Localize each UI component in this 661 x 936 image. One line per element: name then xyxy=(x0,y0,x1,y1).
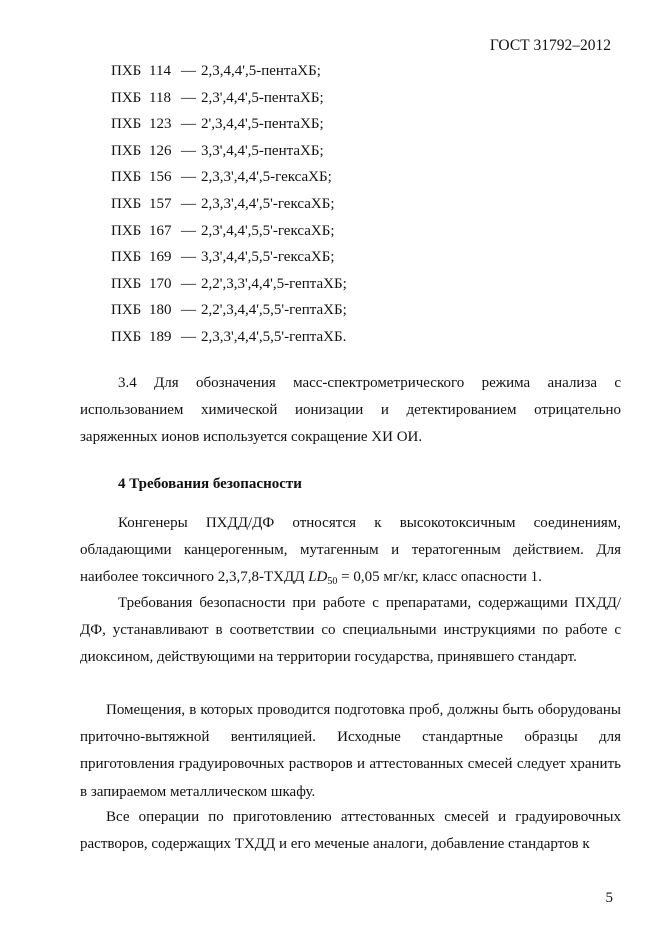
pcb-prefix: ПХБ xyxy=(111,142,142,159)
pcb-list-item xyxy=(111,324,347,351)
pcb-number: 118 xyxy=(149,89,171,106)
pcb-dash: — xyxy=(181,63,196,79)
pcb-number: 169 xyxy=(149,249,172,266)
pcb-name: 2,3,3',4,4',5,5'-гептаХБ. xyxy=(201,328,347,345)
section-3-4-paragraph: 3.4 Для обозначения масс-спектрометрического режима анализа с использованием химической ионизации и детектированием отрицательно заряженных ионов используется сокращение ХИ ОИ. xyxy=(80,375,621,446)
safety-paragraph-2: Требования безопасности при работе с препаратами, содержащими ПХДД/ДФ, устанавливают в соответствии со специальными инструкциями по работе с диоксином, действующими на территории государства, принявшего стандарт. xyxy=(80,595,621,666)
pcb-list-item xyxy=(111,191,347,218)
pcb-number: 170 xyxy=(149,275,172,292)
safety-paragraph-4: Все операции по приготовлению аттестованных смесей и градуировочных растворов, содержащих ТХДД и его меченые аналоги, добавление стандартов к xyxy=(80,809,621,853)
pcb-dash: — xyxy=(181,249,196,266)
pcb-prefix: ПХБ xyxy=(111,275,142,292)
pcb-dash: — xyxy=(181,222,196,239)
pcb-list-item xyxy=(111,138,347,165)
section-4-heading: 4 Требования безопасности xyxy=(118,476,302,492)
pcb-list-item xyxy=(111,85,347,112)
pcb-prefix: ПХБ xyxy=(111,195,142,212)
pcb-number: 126 xyxy=(149,142,172,159)
pcb-number: 123 xyxy=(149,116,172,133)
pcb-dash: — xyxy=(181,195,196,212)
pcb-number: 156 xyxy=(149,169,172,186)
pcb-list-item xyxy=(111,244,347,271)
pcb-prefix: ПХБ xyxy=(111,222,142,239)
pcb-prefix: ПХБ xyxy=(111,169,142,186)
pcb-name: 2',3,4,4',5-пентаХБ; xyxy=(201,116,324,133)
pcb-dash: — xyxy=(181,328,196,345)
pcb-congener-list xyxy=(111,58,347,351)
pcb-dash: — xyxy=(181,275,196,292)
safety-paragraph-3: Помещения, в которых проводится подготовка проб, должны быть оборудованы приточно-вытяжной вентиляцией. Исходные стандартные образцы для приготовления градуировочных растворов и аттестованных смесей следует хранить в запираемом металлическом шкафу. xyxy=(80,702,621,800)
page-number: 5 xyxy=(605,890,613,906)
standard-code-header: ГОСТ 31792–2012 xyxy=(489,37,611,54)
pcb-prefix: ПХБ xyxy=(111,328,142,345)
pcb-number: 157 xyxy=(149,195,172,212)
pcb-dash: — xyxy=(181,89,196,106)
safety-paragraph-1 xyxy=(80,510,621,596)
pcb-name: 2,2',3,3',4,4',5-гептаХБ; xyxy=(201,275,347,292)
pcb-prefix: ПХБ xyxy=(111,89,142,106)
pcb-prefix: ПХБ xyxy=(111,116,142,133)
pcb-list-item xyxy=(111,58,347,85)
pcb-prefix: ПХБ xyxy=(111,63,142,79)
pcb-name: 2,2',3,4,4',5,5'-гептаХБ; xyxy=(201,302,347,319)
pcb-name: 3,3',4,4',5,5'-гексаХБ; xyxy=(201,249,335,266)
pcb-dash: — xyxy=(181,302,196,319)
pcb-dash: — xyxy=(181,142,196,159)
pcb-list-item xyxy=(111,164,347,191)
pcb-name: 2,3',4,4',5-пентаХБ; xyxy=(201,89,324,106)
pcb-dash: — xyxy=(181,116,196,133)
safety-paragraph-1-tail: = 0,05 мг/кг, класс опасности 1. xyxy=(337,569,542,586)
ld-symbol: LD xyxy=(308,569,328,586)
pcb-name: 2,3,4,4',5-пентаХБ; xyxy=(201,63,321,79)
pcb-number: 180 xyxy=(149,302,172,319)
pcb-prefix: ПХБ xyxy=(111,249,142,266)
pcb-list-item xyxy=(111,297,347,324)
pcb-number: 167 xyxy=(149,222,172,239)
pcb-dash: — xyxy=(181,169,196,186)
ld-subscript: 50 xyxy=(327,576,338,588)
safety-paragraph-1-text: Конгенеры ПХДД/ДФ относятся к высокотоксичным соединениям, обладающими канцерогенным, мутагенным и тератогенным действием. Для наиболее токсичного 2,3,7,8-ТХДД xyxy=(80,515,621,586)
pcb-name: 2,3,3',4,4',5'-гексаХБ; xyxy=(201,195,335,212)
pcb-number: 189 xyxy=(149,328,172,345)
pcb-prefix: ПХБ xyxy=(111,302,142,319)
pcb-list-item xyxy=(111,271,347,298)
pcb-name: 3,3',4,4',5-пентаХБ; xyxy=(201,142,324,159)
pcb-list-item xyxy=(111,111,347,138)
pcb-name: 2,3',4,4',5,5'-гексаХБ; xyxy=(201,222,335,239)
pcb-name: 2,3,3',4,4',5-гексаХБ; xyxy=(201,169,332,186)
pcb-number: 114 xyxy=(149,63,171,79)
pcb-list-item xyxy=(111,218,347,245)
